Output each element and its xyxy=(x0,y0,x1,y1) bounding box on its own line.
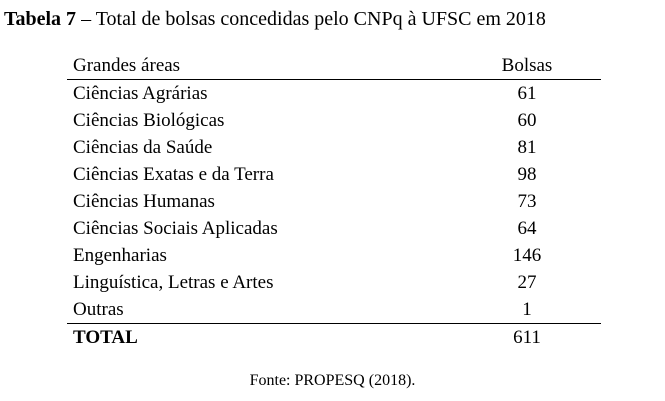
row-grants: 27 xyxy=(517,272,537,293)
table-row xyxy=(67,296,601,324)
table-caption-separator: – xyxy=(76,8,96,30)
total-label: TOTAL xyxy=(67,324,453,352)
table-caption xyxy=(4,4,664,34)
row-grants: 98 xyxy=(517,164,537,185)
grants-table-container xyxy=(67,52,601,351)
table-row xyxy=(67,269,601,296)
row-area: Engenharias xyxy=(73,245,167,266)
table-row xyxy=(67,215,601,242)
table-row xyxy=(67,188,601,215)
table-header-row xyxy=(67,52,601,80)
table-row xyxy=(67,134,601,161)
row-area: Ciências Biológicas xyxy=(73,110,225,131)
table-row xyxy=(67,242,601,269)
row-area: Ciências da Saúde xyxy=(73,137,213,158)
table-source-note: Fonte: PROPESQ (2018). xyxy=(249,372,416,389)
row-area: Ciências Agrárias xyxy=(73,83,208,104)
row-area: Outras xyxy=(73,299,124,320)
table-row xyxy=(67,161,601,188)
row-area: Ciências Sociais Aplicadas xyxy=(73,218,278,239)
total-grants: 611 xyxy=(453,324,601,352)
row-grants: 61 xyxy=(517,83,537,104)
row-grants: 146 xyxy=(512,245,542,266)
row-grants: 1 xyxy=(522,299,532,320)
row-grants: 73 xyxy=(517,191,537,212)
table-row xyxy=(67,107,601,134)
grants-table xyxy=(67,52,601,351)
row-area: Ciências Humanas xyxy=(73,191,215,212)
table-row xyxy=(67,80,601,108)
column-header-area: Grandes áreas xyxy=(67,52,453,80)
row-grants: 81 xyxy=(517,137,537,158)
column-header-grants: Bolsas xyxy=(453,52,601,80)
row-grants: 60 xyxy=(517,110,537,131)
row-area: Linguística, Letras e Artes xyxy=(73,272,274,293)
table-caption-title: Total de bolsas concedidas pelo CNPq à UFSC em 2018 xyxy=(95,8,546,30)
table-caption-label: Tabela 7 xyxy=(4,8,77,30)
row-area: Ciências Exatas e da Terra xyxy=(73,164,274,185)
table-total-row xyxy=(67,324,601,352)
row-grants: 64 xyxy=(517,218,537,239)
